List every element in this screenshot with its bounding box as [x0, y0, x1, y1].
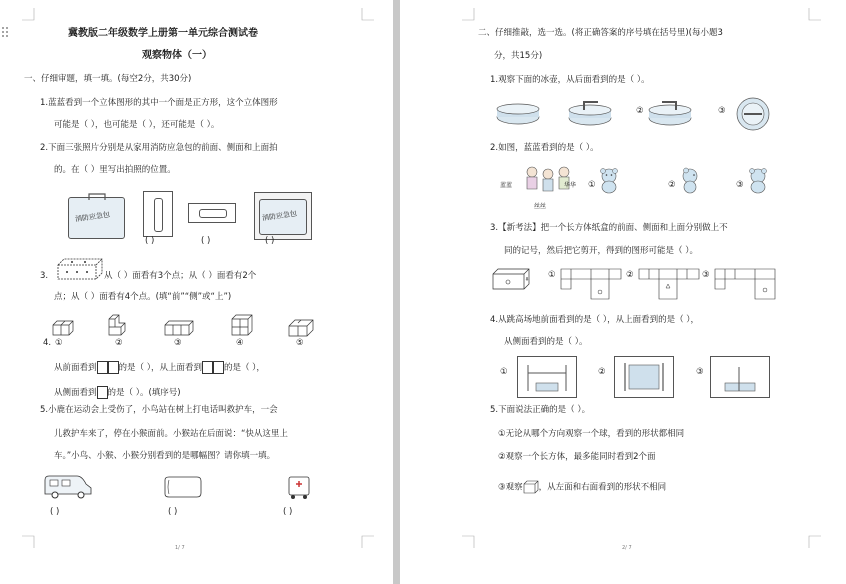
kid-label: 华华 — [564, 182, 577, 189]
page-title: 冀教版二年级数学上册第一单元综合测试卷 — [68, 28, 258, 39]
q4-front-text: 从前面看到 — [54, 363, 97, 373]
view-box-icon — [97, 386, 108, 399]
page-number: 1/ 7 — [175, 545, 185, 551]
question-text: 同的记号，然后把它剪开，得到的图形可能是（ ）。 — [504, 246, 698, 256]
option-label: ① — [588, 180, 596, 190]
bear-back-image — [748, 168, 768, 194]
curling-stone-top-image — [736, 97, 770, 131]
question-text: 从（ ）面看有3个点；从（ ）面看有2个 — [104, 271, 257, 281]
high-jump-top-image — [614, 356, 674, 398]
kid-label: 蓝蓝 — [500, 182, 513, 189]
corner-mark — [22, 536, 34, 548]
ambulance-top-image — [163, 476, 203, 498]
fire-kit-front-image — [68, 197, 125, 239]
corner-mark — [362, 536, 374, 548]
question-text: 5.小鹿在运动会上受伤了，小鸟站在树上打电话叫救护车，一会 — [40, 405, 278, 415]
section-heading: 一、仔细审题，填一填。(每空2分，共30分) — [24, 74, 192, 84]
bear-front-image — [598, 168, 620, 194]
cube-figure-image — [231, 314, 253, 336]
section-heading: 分，共15分) — [494, 51, 543, 61]
answer-blank[interactable]: ( ) — [283, 507, 293, 517]
question-text: 3.【新考法】把一个长方体纸盒的前面、侧面和上面分别做上不 — [490, 223, 728, 233]
fire-kit-top-image — [188, 203, 236, 223]
box-net-image — [638, 268, 700, 300]
question-text — [54, 361, 265, 374]
option-label: ③ — [174, 338, 182, 348]
corner-mark — [462, 8, 474, 20]
answer-blank[interactable]: ( ) — [201, 236, 211, 246]
dotted-box-image — [57, 258, 103, 280]
question-text: 可能是（ ），也可能是（ ），还可能是（ ）。 — [54, 120, 220, 130]
corner-mark — [809, 8, 821, 20]
answer-blank[interactable]: ( ) — [50, 507, 60, 517]
option-label: ② — [668, 180, 676, 190]
option-label: ① — [55, 338, 63, 348]
section-heading: 二、仔细推敲，选一选。(将正确答案的序号填在括号里)(每小题3 — [478, 28, 723, 38]
option-label: ② — [636, 106, 644, 116]
question-text: 2.下面三张照片分别是从家用消防应急包的前面、侧面和上面拍 — [40, 143, 278, 153]
question-text: 从侧面看到的是（ ）。 — [504, 337, 588, 347]
bear-side-image — [680, 168, 700, 194]
option-label: ① — [500, 367, 508, 377]
curling-stone-image — [496, 103, 540, 125]
option-label: ② — [626, 270, 634, 280]
r5-o3-pre: ③观察 — [498, 482, 523, 493]
q4-side-end-text: 的是（ ）。(填序号) — [107, 388, 181, 398]
option-label: ① — [548, 270, 556, 280]
option-label: ③ — [736, 180, 744, 190]
question-text: 儿救护车来了，停在小猴面前。小猴站在后面说：“快从这里上 — [54, 429, 288, 439]
high-jump-front-image — [517, 356, 577, 398]
box-marked-image — [492, 268, 530, 290]
question-text: 车。”小鸟、小猴、小猴分别看到的是哪幅图？请你填一填。 — [54, 451, 276, 461]
view-box-icon — [202, 361, 213, 374]
cube-figure-image — [164, 320, 194, 336]
view-box-icon — [108, 361, 119, 374]
right-page — [400, 0, 846, 584]
curling-stone-image — [568, 98, 612, 126]
page-number: 2/ 7 — [622, 545, 632, 551]
kit-label: 消防应急包 — [261, 209, 298, 223]
corner-mark — [809, 536, 821, 548]
fire-kit-photo-image — [254, 192, 312, 240]
question-text: 的。在（ ）里写出拍照的位置。 — [54, 165, 176, 175]
q4-top-text: 的是（ ），从上面看到 — [118, 363, 202, 373]
question-text: 1.蓝蓝看到一个立体图形的其中一个面是正方形，这个立体图形 — [40, 98, 278, 108]
ambulance-side-image — [44, 474, 92, 500]
left-page — [0, 0, 393, 584]
answer-blank[interactable]: ( ) — [168, 507, 178, 517]
answer-blank[interactable]: ( ) — [265, 236, 275, 246]
question-text — [54, 386, 181, 399]
question-text: 点；从（ ）面看有4个点。(填“前”“侧”或“上”) — [54, 292, 232, 302]
kit-label: 消防应急包 — [74, 210, 111, 224]
cuboid-icon — [523, 480, 539, 494]
question-text: 2.如图，蓝蓝看到的是（ ）。 — [490, 143, 599, 153]
r5-o3-post: ，从左面和右面看到的形状不相同 — [538, 482, 667, 493]
option-text: ②观察一个长方体，最多能同时看到2个面 — [498, 452, 656, 462]
question-text: 4.从跳高场地前面看到的是（ ），从上面看到的是（ ）， — [490, 315, 700, 325]
question-text: 5.下面说法正确的是（ ）。 — [490, 405, 591, 415]
view-box-icon — [97, 361, 108, 374]
question-number: 3. — [40, 271, 49, 281]
corner-mark — [362, 8, 374, 20]
high-jump-side-image — [710, 356, 770, 398]
answer-blank[interactable]: ( ) — [145, 236, 155, 246]
question-number: 4. — [43, 338, 52, 348]
cube-figure-image — [108, 314, 126, 336]
curling-stone-image — [648, 98, 692, 126]
option-label: ② — [598, 367, 606, 377]
fire-kit-side-image — [143, 191, 173, 237]
option-label: ③ — [696, 367, 704, 377]
corner-mark — [462, 536, 474, 548]
q4-top-end-text: 的是（ ）， — [223, 363, 265, 373]
corner-mark — [22, 8, 34, 20]
option-text: ①无论从哪个方向观察一个球，看到的形状都相同 — [498, 429, 685, 439]
option-text — [498, 480, 666, 494]
option-label: ⑤ — [296, 338, 304, 348]
q4-side-text: 从侧面看到 — [54, 388, 97, 398]
option-label: ③ — [702, 270, 710, 280]
drag-grip-icon[interactable] — [1, 26, 9, 40]
option-label: ② — [115, 338, 123, 348]
box-net-image — [714, 268, 776, 300]
option-label: ④ — [236, 338, 244, 348]
cube-figure-image — [288, 319, 314, 337]
question-text: 1.观察下面的冰壶，从后面看到的是（ ）。 — [490, 75, 650, 85]
cube-figure-image — [52, 320, 74, 336]
option-label: ③ — [718, 106, 726, 116]
page-subtitle: 观察物体（一） — [142, 50, 212, 61]
kid-label: 丝丝 — [534, 203, 547, 210]
view-box-icon — [213, 361, 224, 374]
box-net-image — [560, 268, 622, 300]
ambulance-back-image — [288, 474, 310, 500]
